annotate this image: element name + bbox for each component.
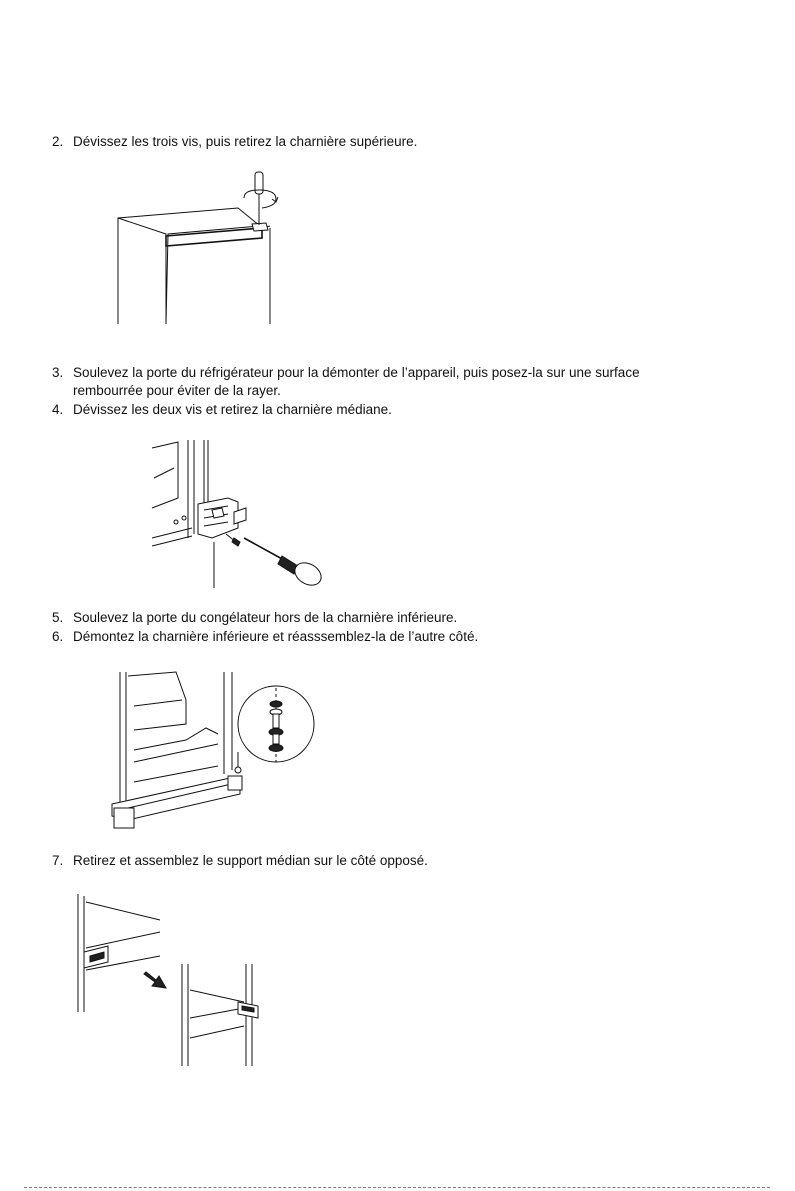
step-number: 5. (52, 610, 64, 625)
step-3 (52, 364, 640, 400)
screwdriver-shaft (244, 538, 284, 560)
screw-icon (232, 538, 240, 546)
middle-support-illustration (76, 892, 276, 1068)
step-number: 2. (52, 134, 64, 149)
bottom-hinge-pin (235, 767, 241, 773)
step-text-continuation: rembourrée pour éviter de la rayer. (73, 383, 281, 398)
washer-icon (270, 701, 282, 707)
screwdriver-handle-icon (291, 558, 325, 589)
step-number: 3. (52, 365, 64, 380)
bottom-hinge-illustration (106, 670, 316, 832)
step-text: Dévissez les deux vis et retirez la charnière médiane. (73, 402, 392, 417)
step-7 (52, 852, 428, 870)
screwdriver-icon (255, 172, 263, 194)
step-5 (52, 609, 457, 627)
step-text: Soulevez la porte du réfrigérateur pour la démonter de l’appareil, puis posez-la sur une surface (73, 365, 640, 380)
arrow-down-right-icon (144, 972, 166, 988)
step-number: 6. (52, 629, 64, 644)
top-hinge-illustration (110, 168, 300, 328)
bolt-icon (269, 745, 283, 752)
step-4 (52, 401, 392, 419)
middle-hinge-illustration (148, 438, 328, 590)
step-2 (52, 133, 417, 151)
step-text: Retirez et assemblez le support médian sur le côté opposé. (73, 853, 428, 868)
page-bottom-border (24, 1187, 770, 1188)
step-text: Dévissez les trois vis, puis retirez la charnière supérieure. (73, 134, 418, 149)
step-number: 4. (52, 402, 64, 417)
top-hinge (252, 223, 268, 231)
step-number: 7. (52, 853, 64, 868)
step-text: Démontez la charnière inférieure et réasssemblez-la de l’autre côté. (73, 629, 479, 644)
step-text: Soulevez la porte du congélateur hors de la charnière inférieure. (73, 610, 458, 625)
step-6 (52, 628, 478, 646)
